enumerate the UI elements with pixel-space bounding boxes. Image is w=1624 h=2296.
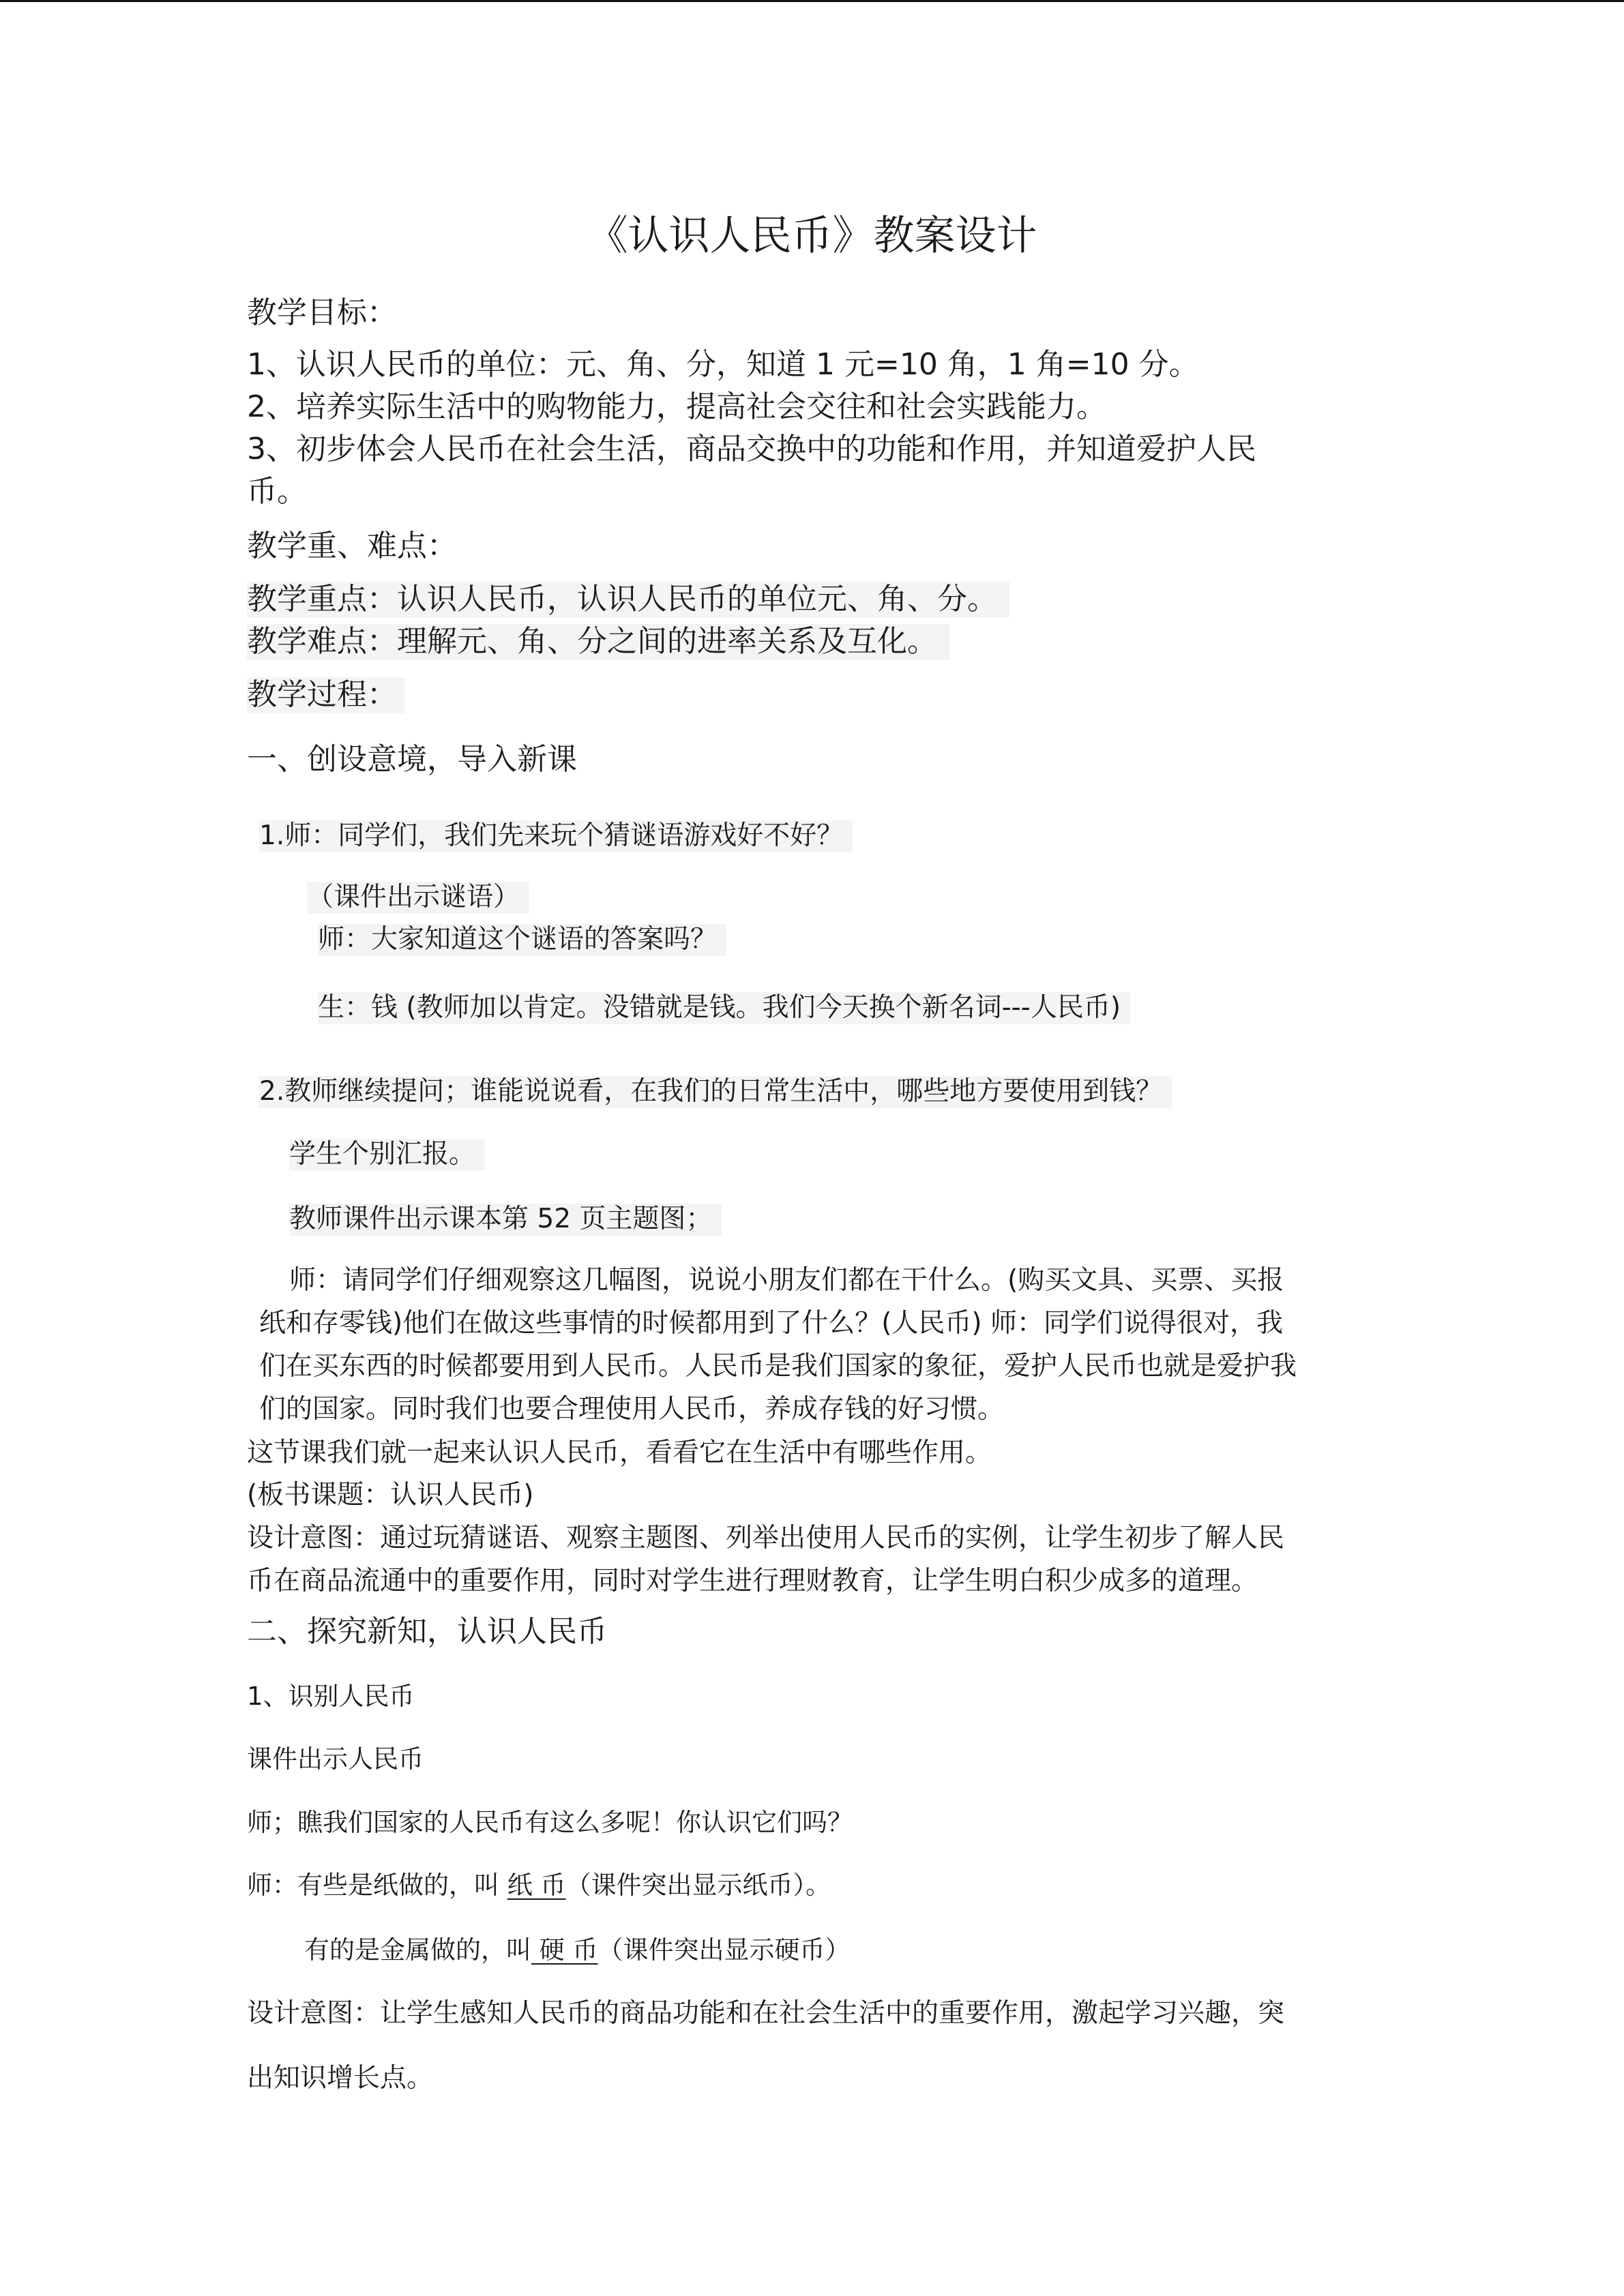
paper-money-text: 师：有些是纸做的，叫 [247,1870,507,1900]
paper-money-term: 纸 币 [507,1870,566,1900]
document-title: 《认识人民币》教案设计 [587,212,1037,260]
section-heading: 一、创设意境，导入新课 [247,742,577,777]
teacher-question-2: 2.教师继续提问；谁能说说看，在我们的日常生活中，哪些地方要使用到钱？ [259,1076,1172,1108]
paper-money-note: （课件突出显示纸币）。 [565,1870,831,1900]
coin-money-note: （课件突出显示硬币） [597,1935,851,1965]
teacher-line: 师：大家知道这个谜语的答案吗？ [318,924,726,956]
student-answer: 生：钱 (教师加以肯定。没错就是钱。我们今天换个新名词---人民币) [318,992,1130,1024]
process-heading: 教学过程： [247,677,405,713]
courseware-line: 教师课件出示课本第 52 页主题图； [289,1204,722,1236]
paragraph-line: 师：请同学们仔细观察这几幅图，说说小朋友们都在干什么。(购买文具、买票、买报 [289,1265,1284,1296]
teaching-difficulty: 教学难点：理解元、角、分之间的进率关系及互化。 [247,624,949,660]
coin-money-term: 硬 币 [531,1935,598,1965]
design-intent-line: 出知识增长点。 [247,2063,434,2093]
key-points-heading: 教学重、难点： [247,528,457,563]
student-report: 学生个别汇报。 [289,1139,485,1171]
subsection-heading: 1、识别人民币 [247,1682,415,1711]
page-top-border [0,0,1624,2]
board-title-note: (板书课题：认识人民币) [247,1480,534,1510]
lesson-intro-line: 这节课我们就一起来认识人民币，看看它在生活中有哪些作用。 [247,1437,992,1468]
paper-money-line [247,1870,831,1900]
courseware-line: 课件出示人民币 [247,1744,424,1774]
teaching-focus: 教学重点：认识人民币，认识人民币的单位元、角、分。 [247,582,1009,618]
teacher-question-1: 1.师：同学们，我们先来玩个猜谜语游戏好不好？ [259,820,853,852]
section-heading: 二、探究新知，认识人民币 [247,1614,607,1649]
objective-item: 币。 [247,474,307,509]
courseware-note: （课件出示谜语） [307,882,529,914]
paragraph-line: 们的国家。同时我们也要合理使用人民币，养成存钱的好习惯。 [259,1394,1005,1425]
coin-money-line [304,1935,851,1965]
objective-item: 3、初步体会人民币在社会生活，商品交换中的功能和作用，并知道爱护人民 [247,432,1256,466]
coin-money-text: 有的是金属做的，叫 [304,1935,531,1965]
paragraph-line: 纸和存零钱)他们在做这些事情的时候都用到了什么？(人民币) 师：同学们说得很对，我 [259,1308,1284,1339]
paragraph-line: 们在买东西的时候都要用到人民币。人民币是我们国家的象征，爱护人民币也就是爱护我 [259,1351,1297,1382]
objectives-heading: 教学目标： [247,295,397,330]
design-intent-line: 币在商品流通中的重要作用，同时对学生进行理财教育，让学生明白积少成多的道理。 [247,1566,1258,1596]
objective-item: 2、培养实际生活中的购物能力，提高社会交往和社会实践能力。 [247,389,1106,424]
teacher-question: 师；瞧我们国家的人民币有这么多呢！你认识它们吗？ [247,1808,853,1837]
design-intent-line: 设计意图：让学生感知人民币的商品功能和在社会生活中的重要作用，激起学习兴趣，突 [247,1998,1285,2029]
design-intent-line: 设计意图：通过玩猜谜语、观察主题图、列举出使用人民币的实例，让学生初步了解人民 [247,1523,1285,1553]
objective-item: 1、认识人民币的单位：元、角、分，知道 1 元=10 角，1 角=10 分。 [247,347,1199,382]
